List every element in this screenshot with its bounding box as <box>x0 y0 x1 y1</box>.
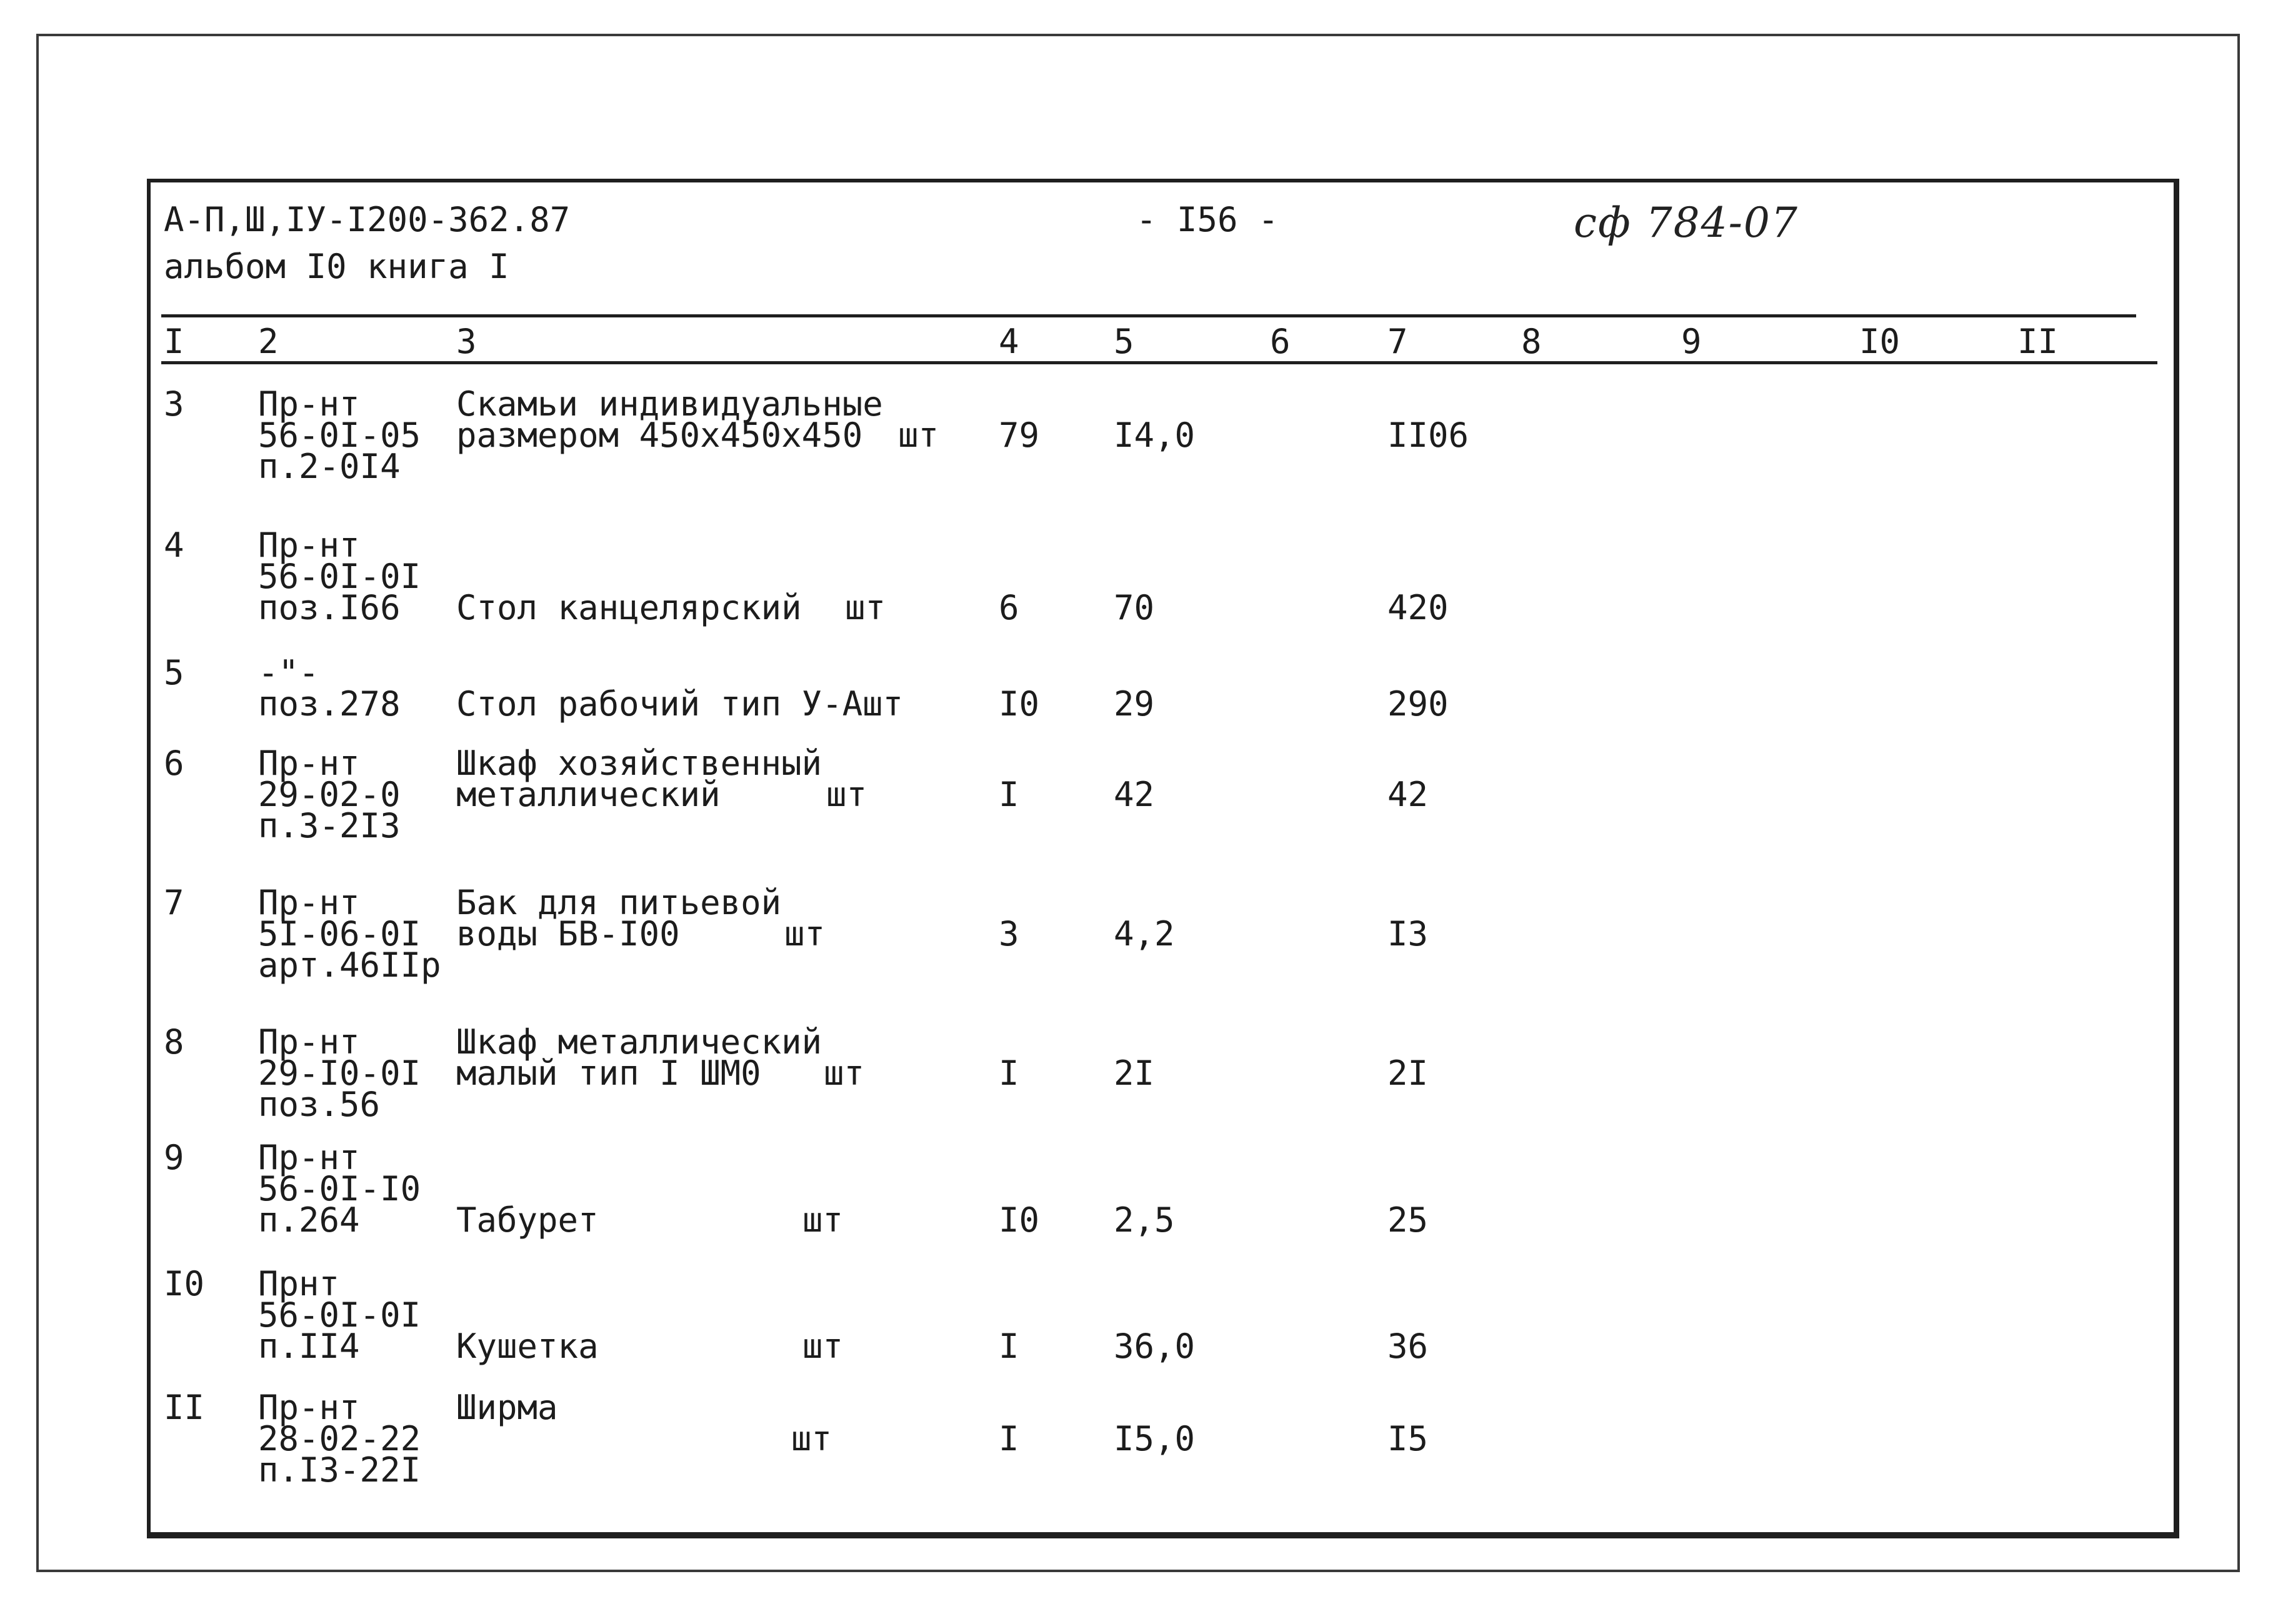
row-item-name <box>456 883 782 954</box>
reference-line: Пр-нт <box>258 1138 360 1177</box>
row-item-name <box>456 1327 599 1366</box>
column-number: 6 <box>1270 322 1291 361</box>
row-reference <box>258 1388 421 1490</box>
reference-line: Пр-нт <box>258 883 360 922</box>
reference-line: поз.I66 <box>258 588 401 627</box>
row-total: 420 <box>1387 588 1449 627</box>
row-total: 2I <box>1387 1054 1429 1093</box>
item-name-line: Ширма <box>456 1388 558 1427</box>
reference-line: Прнт <box>258 1264 340 1303</box>
row-reference <box>258 1264 421 1366</box>
row-item-name <box>456 684 863 724</box>
row-reference <box>258 1138 421 1240</box>
reference-line: 28-02-22 <box>258 1419 421 1458</box>
row-reference <box>258 526 421 627</box>
reference-line: п.I3-22I <box>258 1450 421 1490</box>
row-number: II <box>164 1388 205 1427</box>
reference-line: арт.46IIр <box>258 945 441 985</box>
column-number: 5 <box>1114 322 1134 361</box>
reference-line: 29-I0-0I <box>258 1054 421 1093</box>
column-number: 4 <box>999 322 1019 361</box>
item-name-line: малый тип I ШМ0 <box>456 1054 761 1093</box>
reference-line: поз.278 <box>258 684 401 724</box>
handwritten-code: сф 784-07 <box>1574 199 1799 247</box>
row-unit: шт <box>826 775 867 814</box>
row-unit: шт <box>824 1054 865 1093</box>
header-bottom-rule <box>161 361 2157 364</box>
reference-line: Пр-нт <box>258 384 360 424</box>
row-number: I0 <box>164 1264 205 1303</box>
row-total: 25 <box>1387 1200 1429 1240</box>
column-number: 9 <box>1681 322 1702 361</box>
row-quantity: 79 <box>999 416 1040 455</box>
row-quantity: I <box>999 1327 1019 1366</box>
header-top-rule <box>161 314 2136 317</box>
row-item-name <box>456 384 883 455</box>
row-number: 3 <box>164 384 184 424</box>
reference-line: п.2-0I4 <box>258 447 401 486</box>
row-quantity: I <box>999 775 1019 814</box>
row-unit-price: 36,0 <box>1114 1327 1196 1366</box>
item-name-line: Стол рабочий тип У-А <box>456 684 863 724</box>
page-number: - I56 - <box>1136 200 1279 239</box>
row-number: 5 <box>164 653 184 692</box>
row-number: 9 <box>164 1138 184 1177</box>
column-number: I0 <box>1859 322 1901 361</box>
row-item-name <box>456 588 802 627</box>
column-number: 2 <box>258 322 279 361</box>
row-unit: шт <box>898 416 939 455</box>
album-label: альбом I0 книга I <box>164 247 509 286</box>
reference-line: 56-0I-0I <box>258 557 421 596</box>
row-total: I3 <box>1387 914 1429 954</box>
row-unit: шт <box>791 1419 832 1458</box>
column-number: 3 <box>456 322 477 361</box>
row-unit-price: 2I <box>1114 1054 1155 1093</box>
item-name-line: Кушетка <box>456 1327 599 1366</box>
row-quantity: I <box>999 1054 1019 1093</box>
reference-line: 56-0I-05 <box>258 416 421 455</box>
row-quantity: 3 <box>999 914 1019 954</box>
row-unit-price: 2,5 <box>1114 1200 1175 1240</box>
row-unit-price: I4,0 <box>1114 416 1196 455</box>
document-code: А-П,Ш,IУ-I200-362.87 <box>164 200 571 239</box>
reference-line: Пр-нт <box>258 526 360 565</box>
item-name-line: Шкаф металлический <box>456 1022 822 1062</box>
column-number: 8 <box>1521 322 1542 361</box>
row-reference <box>258 883 441 985</box>
row-unit: шт <box>802 1200 844 1240</box>
item-name-line: размером 450х450х450 <box>456 416 863 455</box>
column-number: 7 <box>1387 322 1408 361</box>
row-total: I5 <box>1387 1419 1429 1458</box>
item-name-line: воды БВ-I00 <box>456 914 680 954</box>
row-quantity: 6 <box>999 588 1019 627</box>
reference-line: Пр-нт <box>258 1022 360 1062</box>
reference-line: п.II4 <box>258 1327 360 1366</box>
reference-line: п.3-2I3 <box>258 806 401 845</box>
reference-line: 56-0I-0I <box>258 1295 421 1335</box>
row-unit: шт <box>802 1327 844 1366</box>
row-item-name <box>456 744 822 814</box>
reference-line: 56-0I-I0 <box>258 1169 421 1208</box>
row-unit-price: 29 <box>1114 684 1155 724</box>
row-total: II06 <box>1387 416 1469 455</box>
reference-line: Пр-нт <box>258 1388 360 1427</box>
column-number: I <box>164 322 184 361</box>
item-name-line: металлический <box>456 775 721 814</box>
row-item-name <box>456 1388 558 1427</box>
row-item-name <box>456 1200 599 1240</box>
reference-line: -"- <box>258 653 319 692</box>
row-total: 290 <box>1387 684 1449 724</box>
row-number: 8 <box>164 1022 184 1062</box>
row-unit: шт <box>862 684 904 724</box>
row-unit-price: 42 <box>1114 775 1155 814</box>
item-name-line: Скамьи индивидуальные <box>456 384 883 424</box>
row-reference <box>258 1022 421 1124</box>
row-unit-price: 4,2 <box>1114 914 1175 954</box>
column-number: II <box>2017 322 2059 361</box>
row-item-name <box>456 1022 822 1093</box>
row-number: 6 <box>164 744 184 783</box>
row-number: 4 <box>164 526 184 565</box>
row-total: 42 <box>1387 775 1429 814</box>
row-unit: шт <box>784 914 826 954</box>
row-reference <box>258 744 401 845</box>
row-total: 36 <box>1387 1327 1429 1366</box>
row-reference <box>258 653 401 724</box>
item-name-line: Табурет <box>456 1200 599 1240</box>
row-unit-price: 70 <box>1114 588 1155 627</box>
item-name-line: Шкаф хозяйственный <box>456 744 822 783</box>
row-quantity: I0 <box>999 1200 1040 1240</box>
row-quantity: I0 <box>999 684 1040 724</box>
row-unit: шт <box>845 588 886 627</box>
reference-line: 29-02-0 <box>258 775 401 814</box>
row-reference <box>258 384 421 486</box>
reference-line: п.264 <box>258 1200 360 1240</box>
reference-line: 5I-06-0I <box>258 914 421 954</box>
row-quantity: I <box>999 1419 1019 1458</box>
item-name-line: Стол канцелярский <box>456 588 802 627</box>
row-unit-price: I5,0 <box>1114 1419 1196 1458</box>
item-name-line: Бак для питьевой <box>456 883 782 922</box>
reference-line: поз.56 <box>258 1085 381 1124</box>
reference-line: Пр-нт <box>258 744 360 783</box>
row-number: 7 <box>164 883 184 922</box>
